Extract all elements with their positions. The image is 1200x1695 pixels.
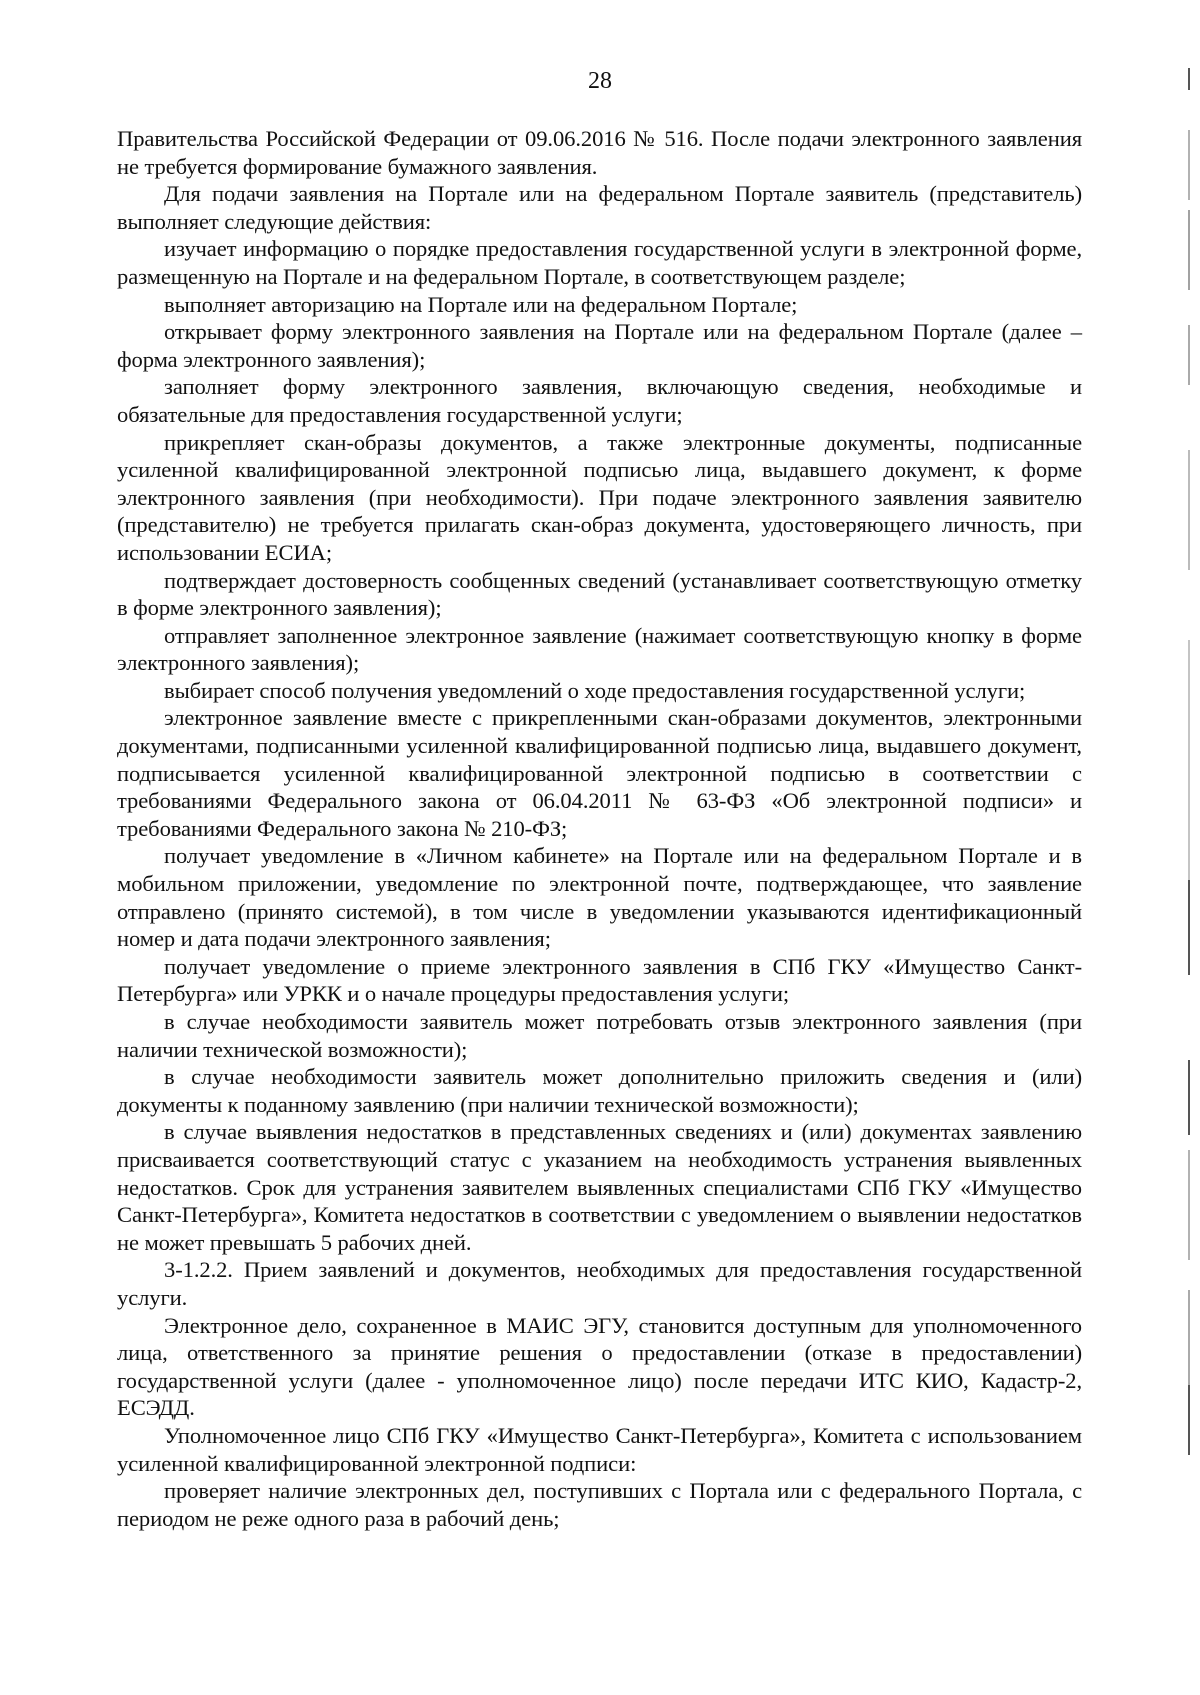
list-item: заполняет форму электронного заявления, включающую сведения, необходимые и обязательные для предоставления государственной услуги; <box>117 374 1082 427</box>
scan-mark <box>1188 1385 1190 1455</box>
scan-mark <box>1188 880 1190 975</box>
list-item: в случае выявления недостатков в представленных сведениях и (или) документах заявлению присваивается соответствующий статус с указанием на необходимость устранения выявленных недостатков. Срок для устранения заявителем выявленных специалистами СПб ГКУ «Имущество Санкт-Петербурга», Комитета недостатков в соответствии с уведомлением о выявлении недостатков не может превышать 5 рабочих дней. <box>117 1119 1082 1255</box>
list-item: отправляет заполненное электронное заявление (нажимает соответствующую кнопку в форме электронного заявления); <box>117 622 1082 676</box>
scan-mark <box>1188 1150 1190 1260</box>
list-item: выполняет авторизацию на Портале или на федеральном Портале; <box>164 291 798 317</box>
paragraph-intro: Для подачи заявления на Портале или на федеральном Портале заявитель (представитель) выполняет следующие действия: <box>117 181 1082 234</box>
list-item: выбирает способ получения уведомлений о ходе предоставления государственной услуги; <box>164 677 1026 703</box>
scan-mark <box>1188 130 1190 200</box>
list-item: получает уведомление о приеме электронного заявления в СПб ГКУ «Имущество Санкт-Петербурга» или УРКК и о начале процедуры предоставления услуги; <box>117 953 1082 1007</box>
list-item: подтверждает достоверность сообщенных сведений (устанавливает соответствующую отметку в форме электронного заявления); <box>117 567 1082 621</box>
list-item: прикрепляет скан-образы документов, а также электронные документы, подписанные усиленной квалифицированной электронной подписью лица, выдавшего документ, к форме электронного заявления (при необходимости). При подаче электронного заявления заявителю (представителю) не требуется прилагать скан-образ документа, удостоверяющего личность, при использовании ЕСИА; <box>117 429 1082 565</box>
paragraph: Уполномоченное лицо СПб ГКУ «Имущество Санкт-Петербурга», Комитета с использованием усиленной квалифицированной электронной подписи: <box>117 1422 1082 1476</box>
scan-mark <box>1188 450 1190 570</box>
scan-mark <box>1188 1060 1190 1135</box>
page-number: 28 <box>588 68 612 94</box>
scan-mark <box>1188 325 1190 385</box>
scan-mark <box>1188 210 1190 290</box>
document-body <box>117 125 1082 1532</box>
scan-margin-marks <box>1188 0 1194 1695</box>
list-item: в случае необходимости заявитель может потребовать отзыв электронного заявления (при наличии технической возможности); <box>117 1009 1082 1062</box>
list-item: открывает форму электронного заявления на Портале или на федеральном Портале (далее – форма электронного заявления); <box>117 319 1082 372</box>
list-item: проверяет наличие электронных дел, поступивших с Портала или с федерального Портала, с периодом не реже одного раза в рабочий день; <box>117 1478 1082 1531</box>
paragraph: Электронное дело, сохраненное в МАИС ЭГУ, становится доступным для уполномоченного лица, ответственного за принятие решения о предоставлении (отказе в предоставлении) государственной услуги (далее - уполномоченное лицо) после передачи ИТС КИО, Кадастр-2, ЕСЭДД. <box>117 1312 1082 1421</box>
scan-mark <box>1188 68 1190 90</box>
list-item: изучает информацию о порядке предоставления государственной услуги в электронной форме, размещенную на Портале и на федеральном Портале, в соответствующем разделе; <box>117 236 1082 289</box>
scan-mark <box>1188 640 1190 880</box>
scan-mark <box>1188 1290 1190 1385</box>
list-item: электронное заявление вместе с прикрепленными скан-образами документов, электронными документами, подписанными усиленной квалифицированной подписью лица, выдавшего документ, подписывается усиленной квалифицированной электронной подписью в соответствии с требованиями Федерального закона от 06.04.2011 № 63-ФЗ «Об электронной подписи» и требованиями Федерального закона № 210-ФЗ; <box>117 705 1082 841</box>
section-heading: 3-1.2.2. Прием заявлений и документов, необходимых для предоставления государственной услуги. <box>117 1257 1082 1310</box>
paragraph-continuation: Правительства Российской Федерации от 09.06.2016 № 516. После подачи электронного заявления не требуется формирование бумажного заявления. <box>117 126 1082 179</box>
list-item: в случае необходимости заявитель может дополнительно приложить сведения и (или) документы к поданному заявлению (при наличии технической возможности); <box>117 1064 1082 1117</box>
list-item: получает уведомление в «Личном кабинете» на Портале или на федеральном Портале и в мобильном приложении, уведомление по электронной почте, подтверждающее, что заявление отправлено (принято системой), в том числе в уведомлении указываются идентификационный номер и дата подачи электронного заявления; <box>117 843 1082 952</box>
